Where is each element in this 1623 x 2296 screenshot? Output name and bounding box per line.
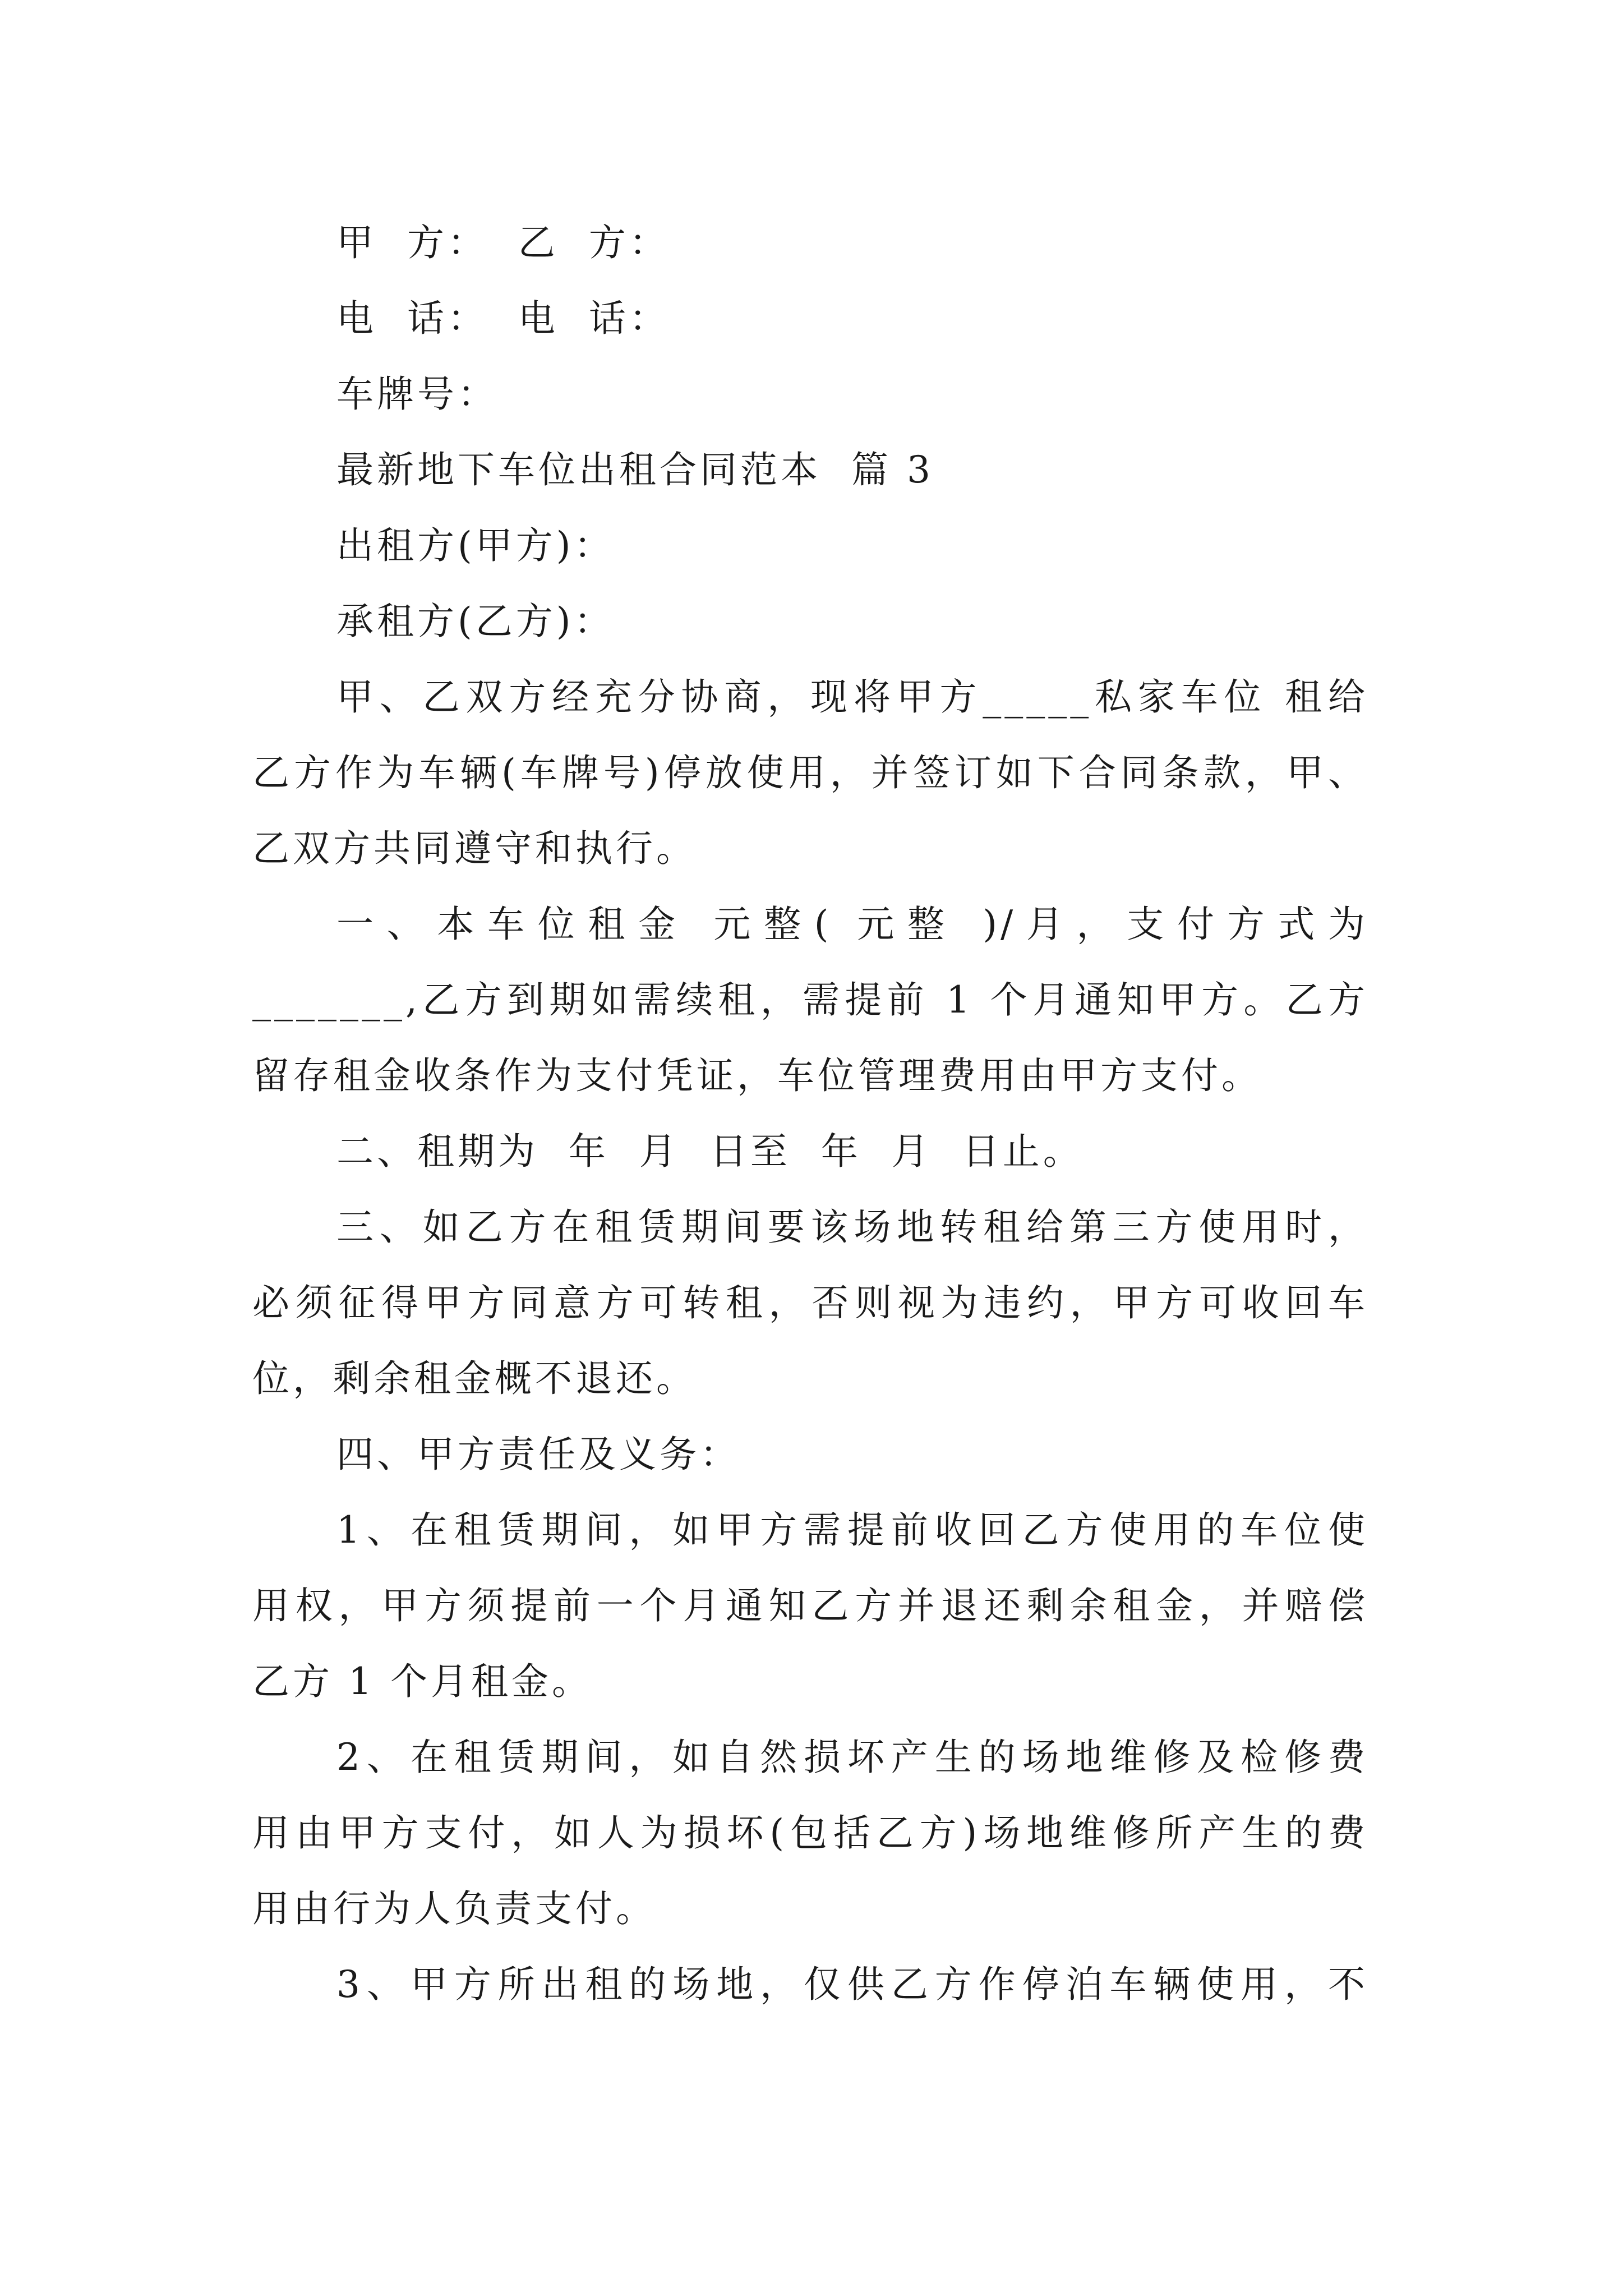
lessor-line: 出租方(甲方)： [336,524,615,567]
item-1-line: 乙方 1 个月租金。 [252,1660,592,1703]
clause-1-line: _______,乙方到期如需续租，需提前 1 个月通知甲方。乙方 [252,978,1368,1022]
clause-3-line: 三、如乙方在租赁期间要该场地转租给第三方使用时， [336,1205,1368,1249]
clause-4-title: 四、甲方责任及义务： [336,1433,740,1476]
lessee-line: 承租方(乙方)： [336,600,615,643]
clause-1-line: 一、本车位租金 元整( 元整 )/月，支付方式为 [336,903,1368,946]
item-1-line: 1、在租赁期间，如甲方需提前收回乙方使用的车位使 [336,1508,1368,1552]
section-heading: 最新地下车位出租合同范本 篇 3 [336,448,934,491]
clause-1-line: 留存租金收条作为支付凭证，车位管理费用由甲方支付。 [252,1054,1262,1097]
clause-3-line: 位，剩余租金概不退还。 [252,1357,697,1400]
item-2-line: 2、在租赁期间，如自然损坏产生的场地维修及检修费 [336,1736,1368,1779]
intro-paragraph-line: 乙双方共同遵守和执行。 [252,827,697,870]
intro-paragraph-line: 乙方作为车辆(车牌号)停放使用，并签订如下合同条款，甲、 [252,751,1368,794]
item-1-line: 用权，甲方须提前一个月通知乙方并退还剩余租金，并赔偿 [252,1584,1368,1627]
clause-2-line: 二、租期为 年 月 日至 年 月 日止。 [336,1130,1083,1173]
clause-3-line: 必须征得甲方同意方可转租，否则视为违约，甲方可收回车 [252,1281,1368,1324]
phone-line: 电 话： 电 话： [336,297,670,340]
intro-paragraph-line: 甲、乙双方经充分协商，现将甲方_____私家车位 租给 [336,675,1368,719]
plate-number-line: 车牌号： [336,372,498,416]
item-2-line: 用由行为人负责支付。 [252,1887,656,1930]
party-a-b-line: 甲 方： 乙 方： [336,221,670,264]
item-3-line: 3、甲方所出租的场地，仅供乙方作停泊车辆使用，不 [336,1963,1368,2006]
item-2-line: 用由甲方支付，如人为损坏(包括乙方)场地维修所产生的费 [252,1811,1368,1855]
